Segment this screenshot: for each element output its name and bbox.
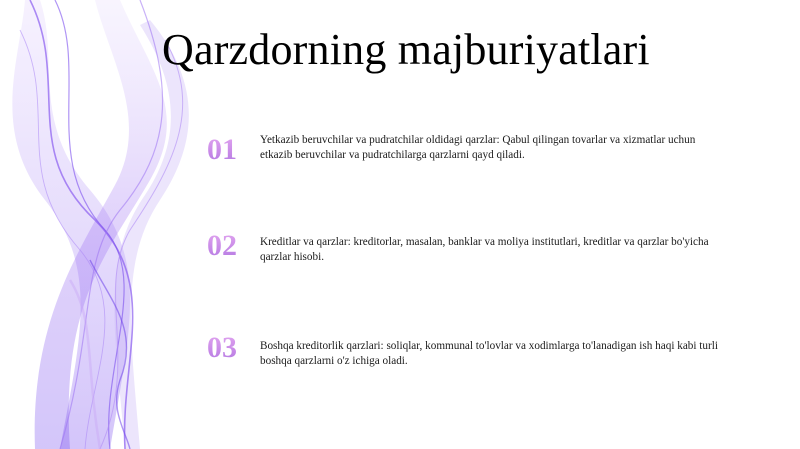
item-number: 03: [200, 333, 244, 363]
slide-title: Qarzdorning majburiyatlari: [162, 25, 650, 74]
item-number: 02: [200, 231, 244, 261]
item-text: Boshqa kreditorlik qarzlari: soliqlar, kommunal to'lovlar va xodimlarga to'lanadigan ish haqi kabi turli boshqa qarzlarni o'z ichiga oladi.: [260, 340, 718, 367]
item-text: Yetkazib beruvchilar va pudratchilar oldidagi qarzlar: Qabul qilingan tovarlar va xizmatlar uchun etkazib beruvchilar va pudratchilarga qarzlarni qayd qiladi.: [260, 134, 696, 161]
item-number: 01: [200, 135, 244, 165]
item-text: Kreditlar va qarzlar: kreditorlar, masalan, banklar va moliya institutlari, kreditlar va qarzlar bo'yicha qarzlar hisobi.: [260, 236, 709, 263]
